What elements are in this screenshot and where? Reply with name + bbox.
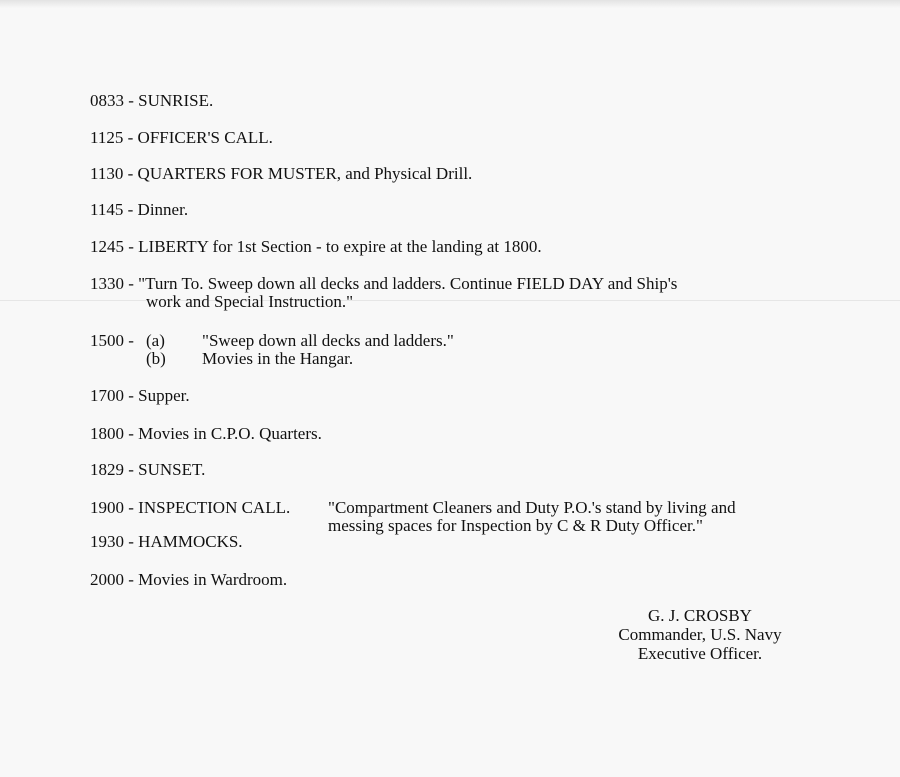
schedule-entry: 1930 - HAMMOCKS.: [90, 532, 243, 551]
entry-time: 0833: [90, 91, 124, 110]
schedule-entry: 1330 - "Turn To. Sweep down all decks and ladders. Continue FIELD DAY and Ship's: [90, 274, 678, 293]
signature-title: Executive Officer.: [637, 644, 763, 663]
entry-text: LIBERTY for 1st Section - to expire at the landing at 1800.: [138, 237, 542, 256]
sub-item-text: "Sweep down all decks and ladders.": [202, 331, 454, 350]
entry-continuation: work and Special Instruction.": [146, 292, 354, 311]
entry-quote: "Compartment Cleaners and Duty P.O.'s stand by living and: [328, 498, 736, 517]
scan-edge: [0, 0, 900, 8]
entry-time: 1330: [90, 274, 124, 293]
schedule-entry: 1829 - SUNSET.: [90, 460, 206, 479]
entry-time: 1900: [90, 498, 124, 517]
schedule-entry: 1500 -: [90, 331, 134, 350]
sub-item-text: Movies in the Hangar.: [202, 349, 354, 368]
fold-line: [0, 300, 900, 301]
entry-text: HAMMOCKS.: [138, 532, 243, 551]
schedule-entry: 1125 - OFFICER'S CALL.: [90, 128, 273, 147]
entry-time: 1125: [90, 128, 124, 147]
schedule-entry: 1130 - QUARTERS FOR MUSTER, and Physical Drill.: [90, 164, 473, 183]
schedule-entry: 1900 - INSPECTION CALL.: [90, 498, 291, 517]
schedule-entry: 1245 - LIBERTY for 1st Section - to expire at the landing at 1800.: [90, 237, 542, 256]
entry-text: INSPECTION CALL.: [138, 498, 291, 517]
signature-name: G. J. CROSBY: [648, 606, 752, 625]
entry-time: 1245: [90, 237, 124, 256]
entry-text: Movies in C.P.O. Quarters.: [138, 424, 322, 443]
schedule-entry: 1145 - Dinner.: [90, 200, 189, 219]
entry-text: "Turn To. Sweep down all decks and ladders. Continue FIELD DAY and Ship's: [138, 274, 678, 293]
entry-text: SUNRISE.: [138, 91, 214, 110]
schedule-entry: 0833 - SUNRISE.: [90, 91, 214, 110]
schedule-entry: 1700 - Supper.: [90, 386, 190, 405]
schedule-entry: 2000 - Movies in Wardroom.: [90, 570, 288, 589]
entry-text: Dinner.: [137, 200, 189, 219]
entry-time: 1700: [90, 386, 124, 405]
schedule-entry: 1800 - Movies in C.P.O. Quarters.: [90, 424, 322, 443]
entry-text: OFFICER'S CALL.: [137, 128, 273, 147]
entry-time: 1145: [90, 200, 124, 219]
entry-quote-continuation: messing spaces for Inspection by C & R Duty Officer.": [328, 516, 703, 535]
entry-time: 1930: [90, 532, 124, 551]
signature-rank: Commander, U.S. Navy: [618, 625, 782, 644]
entry-time: 1800: [90, 424, 124, 443]
sub-item-label: (a): [146, 331, 165, 350]
entry-text: Supper.: [138, 386, 190, 405]
entry-time: 2000: [90, 570, 124, 589]
entry-text: QUARTERS FOR MUSTER, and Physical Drill.: [137, 164, 473, 183]
signature-block: [540, 606, 860, 663]
entry-time: 1130: [90, 164, 124, 183]
entry-time: 1500: [90, 331, 124, 350]
entry-text: SUNSET.: [138, 460, 206, 479]
sub-item-label: (b): [146, 349, 166, 368]
entry-time: 1829: [90, 460, 124, 479]
entry-text: Movies in Wardroom.: [138, 570, 288, 589]
